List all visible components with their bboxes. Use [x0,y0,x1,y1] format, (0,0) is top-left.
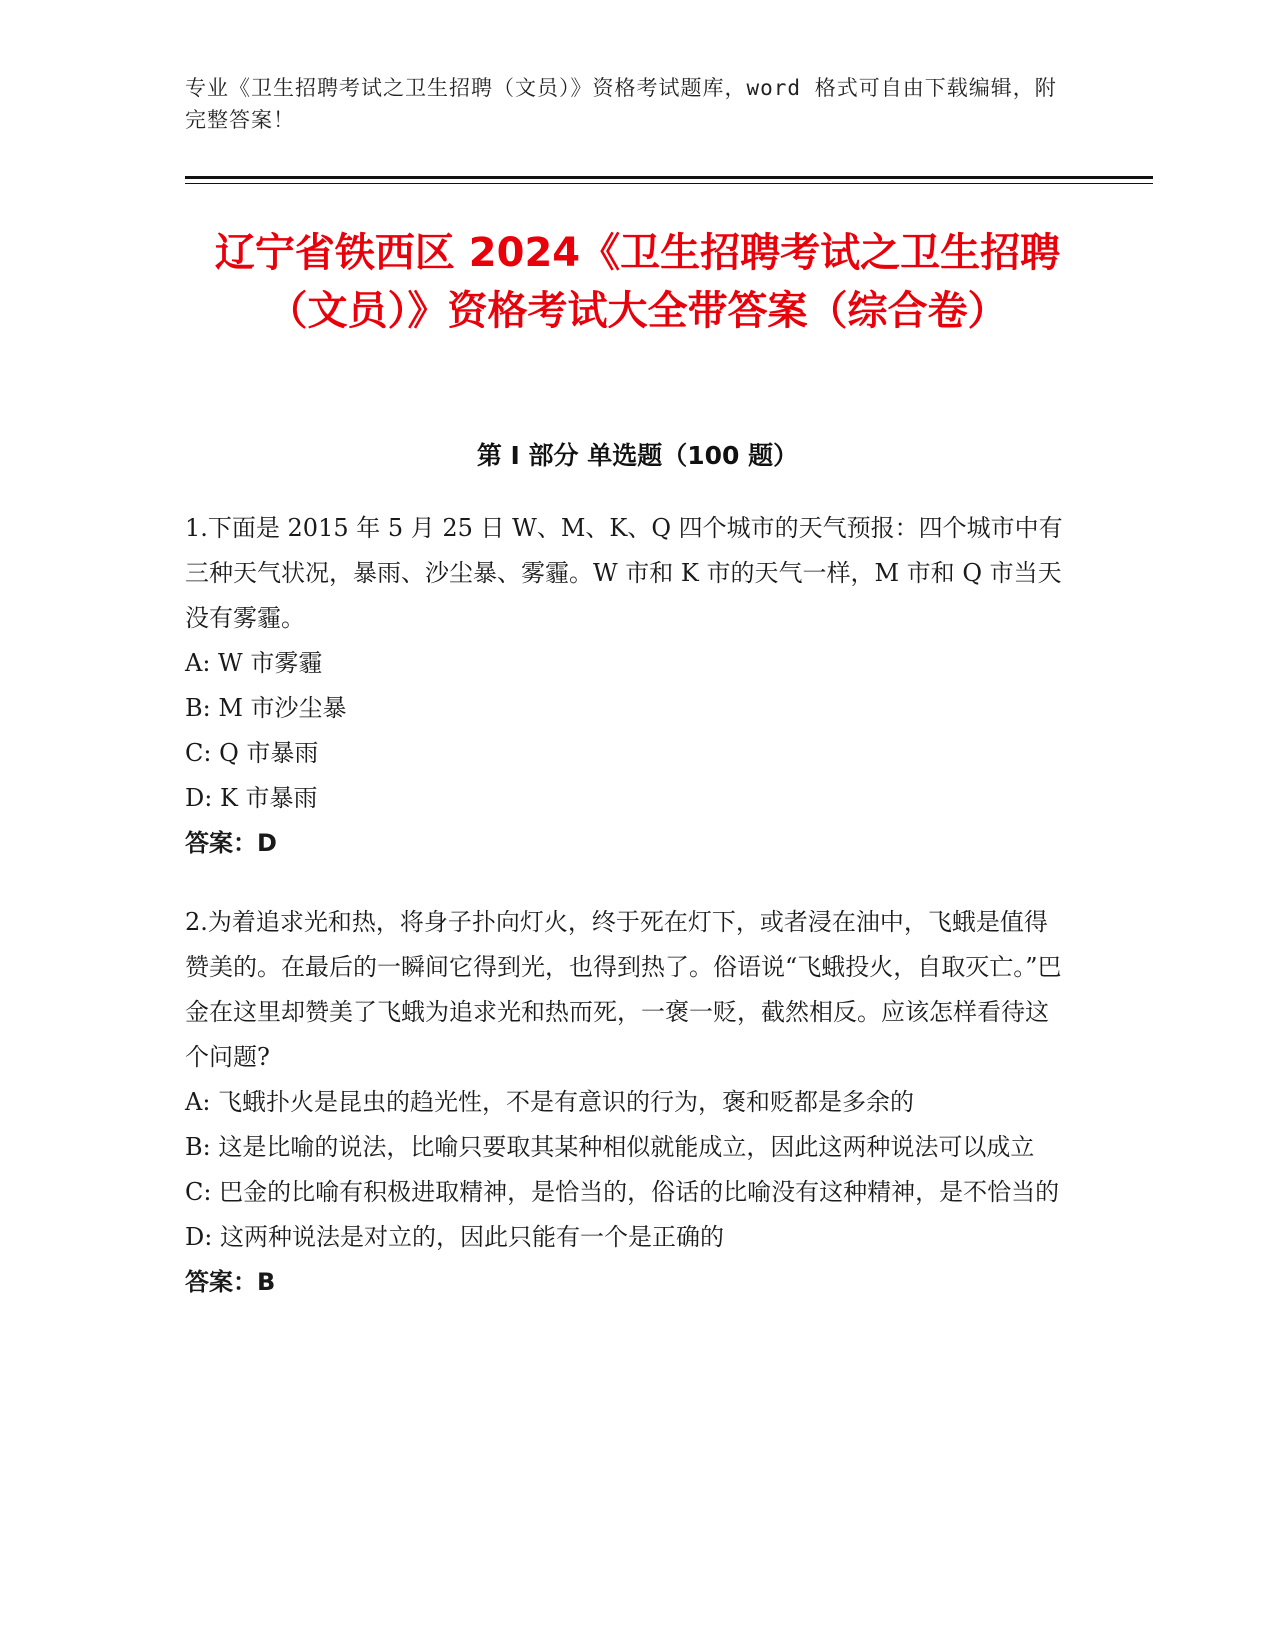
option-a: A: 飞蛾扑火是昆虫的趋光性，不是有意识的行为，褒和贬都是多余的 [185,1088,915,1116]
question-stem: 1.下面是 2015 年 5 月 25 日 W、M、K、Q 四个城市的天气预报：四个城市中有三种天气状况，暴雨、沙尘暴、雾霾。W 市和 K 市的天气一样，M 市和 Q 市当天没有雾霾。 [185,514,1063,632]
section-title: 第 I 部分 单选题（100 题） [476,441,799,470]
header-rule-thin [185,183,1153,184]
question-1 [185,506,1065,866]
header-note: 专业《卫生招聘考试之卫生招聘（文员）》资格考试题库，word 格式可自由下载编辑，附完整答案！ [185,76,1057,132]
document-title: 辽宁省铁西区 2024《卫生招聘考试之卫生招聘（文员）》资格考试大全带答案（综合卷） [214,230,1061,334]
option-d: D: K 市暴雨 [185,784,318,812]
option-b: B: 这是比喻的说法，比喻只要取其某种相似就能成立，因此这两种说法可以成立 [185,1133,1035,1161]
option-c: C: Q 市暴雨 [185,739,319,767]
option-b: B: M 市沙尘暴 [185,694,347,722]
option-c: C: 巴金的比喻有积极进取精神，是恰当的，俗话的比喻没有这种精神，是不恰当的 [185,1178,1060,1206]
header-rule-thick [185,176,1153,179]
option-a: A: W 市雾霾 [185,649,323,677]
question-stem: 2.为着追求光和热，将身子扑向灯火，终于死在灯下，或者浸在油中，飞蛾是值得赞美的。在最后的一瞬间它得到光，也得到热了。俗语说“飞蛾投火，自取灭亡。”巴金在这里却赞美了飞蛾为追求光和热而死，一褒一贬，截然相反。应该怎样看待这个问题? [185,908,1062,1071]
option-d: D: 这两种说法是对立的，因此只能有一个是正确的 [185,1223,724,1251]
answer: 答案：D [185,829,277,857]
question-2 [185,900,1065,1305]
answer: 答案：B [185,1268,276,1296]
